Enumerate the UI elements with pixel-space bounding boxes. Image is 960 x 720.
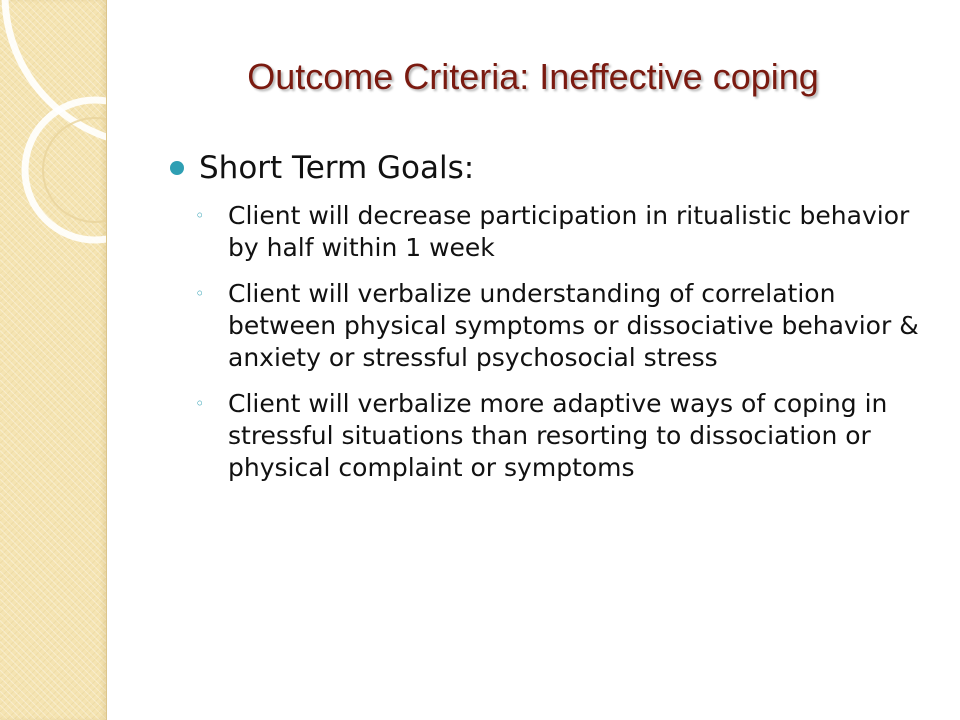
slide-title: Outcome Criteria: Ineffective coping bbox=[247, 56, 819, 97]
sub-bullet-icon: ◦ bbox=[195, 206, 205, 225]
sub-bullet-icon: ◦ bbox=[195, 394, 205, 413]
section-heading-text: Short Term Goals: bbox=[199, 150, 475, 186]
decorative-arc-medium bbox=[25, 100, 106, 240]
short-term-goals-heading bbox=[170, 150, 474, 186]
decorative-side-band bbox=[0, 0, 107, 720]
goal-text: Client will verbalize understanding of correlation between physical symptoms or dissociative behavior & anxiety or stressful psychosocial stress bbox=[228, 279, 919, 372]
list-item bbox=[195, 388, 935, 484]
sub-bullet-icon: ◦ bbox=[195, 284, 205, 303]
list-item bbox=[195, 200, 935, 264]
list-item bbox=[195, 278, 935, 374]
goal-list bbox=[195, 200, 935, 498]
decorative-circles bbox=[0, 0, 106, 720]
goal-text: Client will verbalize more adaptive ways of coping in stressful situations than resorting to dissociation or physical complaint or symptoms bbox=[228, 389, 888, 482]
bullet-dot-icon bbox=[170, 161, 184, 175]
goal-text: Client will decrease participation in ritualistic behavior by half within 1 week bbox=[228, 201, 910, 262]
decorative-arc-large bbox=[5, 0, 106, 145]
